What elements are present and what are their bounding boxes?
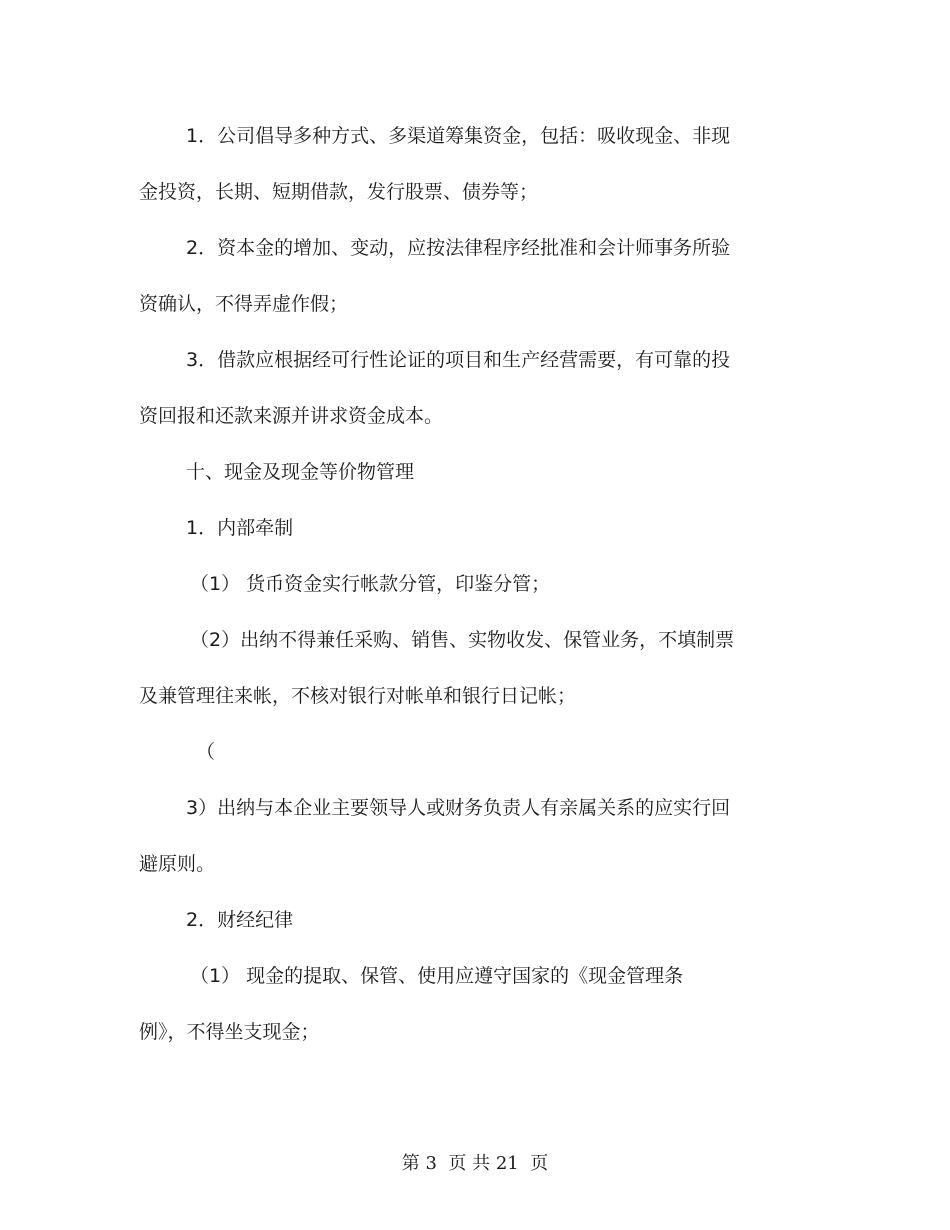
item-3-line-2: 避原则。 xyxy=(139,853,216,875)
text-line xyxy=(139,404,443,428)
text-line xyxy=(196,740,215,764)
item-3-line-1: 3）出纳与本企业主要领导人或财务负责人有亲属关系的应实行回 xyxy=(186,797,731,819)
page-number: 第 3 页 共 21 页 xyxy=(401,1153,549,1174)
subheading-financial-discipline: 2．财经纪律 xyxy=(186,909,294,931)
paragraph-1-line-2: 金投资，长期、短期借款，发行股票、债券等； xyxy=(139,181,539,203)
paragraph-3-line-2: 资回报和还款来源并讲求资金成本。 xyxy=(139,405,444,427)
paragraph-2-line-2: 资确认，不得弄虚作假； xyxy=(139,293,349,315)
item-2-line-1: （2）出纳不得兼任采购、销售、实物收发、保管业务，不填制票 xyxy=(190,629,735,651)
text-line xyxy=(186,348,730,372)
text-line xyxy=(190,964,683,988)
item-1-line-1: （1） 货币资金实行帐款分管，印鉴分管； xyxy=(190,573,551,595)
text-line xyxy=(139,1020,320,1044)
paragraph-3-line-1: 3．借款应根据经可行性论证的项目和生产经营需要，有可靠的投 xyxy=(186,349,731,371)
text-line xyxy=(139,180,538,204)
page-footer xyxy=(0,1153,950,1175)
subheading xyxy=(186,516,293,540)
paragraph-2-line-1: 2．资本金的增加、变动，应按法律程序经批准和会计师事务所验 xyxy=(186,237,731,259)
subheading xyxy=(186,908,293,932)
text-line xyxy=(139,684,576,708)
section-heading-text: 十、现金及现金等价物管理 xyxy=(186,461,415,483)
paragraph-1-line-1: 1．公司倡导多种方式、多渠道筹集资金，包括：吸收现金、非现 xyxy=(186,125,731,147)
text-line xyxy=(186,236,730,260)
text-line xyxy=(139,292,348,316)
text-line xyxy=(190,572,550,596)
text-line xyxy=(186,124,730,148)
discipline-item-1-line-1: （1） 现金的提取、保管、使用应遵守国家的《现金管理条 xyxy=(190,965,684,987)
orphan-bracket: （ xyxy=(196,741,216,763)
section-heading xyxy=(186,460,414,484)
text-line xyxy=(190,628,734,652)
discipline-item-1-line-2: 例》，不得坐支现金； xyxy=(139,1021,320,1043)
subheading-internal-control: 1．内部牵制 xyxy=(186,517,294,539)
text-line xyxy=(139,852,215,876)
text-line xyxy=(186,796,730,820)
item-2-line-2: 及兼管理往来帐，不核对银行对帐单和银行日记帐； xyxy=(139,685,577,707)
